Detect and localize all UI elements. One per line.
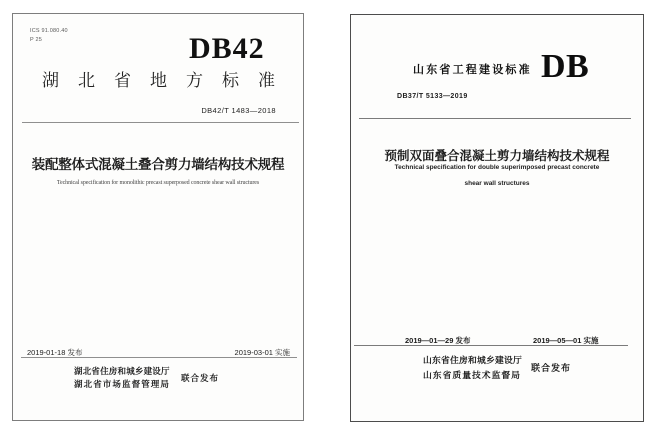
header-divider: [359, 118, 631, 119]
publisher-2: 湖北省市场监督管理局: [74, 379, 171, 390]
header-divider: [22, 122, 299, 123]
publisher-lines: [423, 353, 522, 383]
province-standard-label: 山东省工程建设标准: [413, 64, 532, 76]
publisher-1: 湖北省住房和城乡建设厅: [74, 366, 170, 376]
standard-title-en-line1: Technical specification for double superimposed precast concrete: [394, 164, 600, 171]
joint-publish-label: 联合发布: [530, 363, 571, 374]
footer-divider: [354, 345, 628, 346]
publisher-1: 山东省住房和城乡建设厅: [423, 355, 522, 365]
publisher-block: [74, 365, 219, 391]
standard-code: DB37/T 5133—2019: [397, 93, 468, 100]
implement-date: 2019-03-01 实施: [234, 348, 290, 357]
db-mark: DB: [541, 48, 590, 85]
standard-title-en-line2: shear wall structures: [464, 180, 530, 187]
publisher-block: [423, 353, 571, 383]
issue-date: 2019-01-18 发布: [27, 348, 83, 357]
standard-title-zh: 预制双面叠合混凝土剪力墙结构技术规程: [384, 149, 610, 163]
joint-publish-label: 联合发布: [181, 373, 220, 384]
standard-code: DB42/T 1483—2018: [201, 106, 276, 115]
ics-class: P 25: [30, 36, 43, 43]
standard-title-en: Technical specification for monolithic precast superposed concrete shear wall structures: [56, 180, 260, 186]
issue-date: 2019—01—29 发布: [405, 336, 471, 345]
footer-divider: [21, 357, 297, 358]
province-standard-label: 湖北省地方标准: [42, 71, 294, 90]
right-standard-cover: [350, 14, 644, 422]
db42-mark: DB42: [189, 32, 265, 65]
ics-code: ICS 91.080.40: [30, 28, 68, 34]
left-standard-cover: [12, 13, 304, 421]
publisher-2: 山东省质量技术监督局: [423, 369, 521, 380]
standard-title-zh: 装配整体式混凝土叠合剪力墙结构技术规程: [31, 157, 285, 172]
implement-date: 2019—05—01 实施: [533, 336, 599, 345]
ics-classification: [30, 27, 68, 45]
publisher-lines: [74, 365, 170, 391]
